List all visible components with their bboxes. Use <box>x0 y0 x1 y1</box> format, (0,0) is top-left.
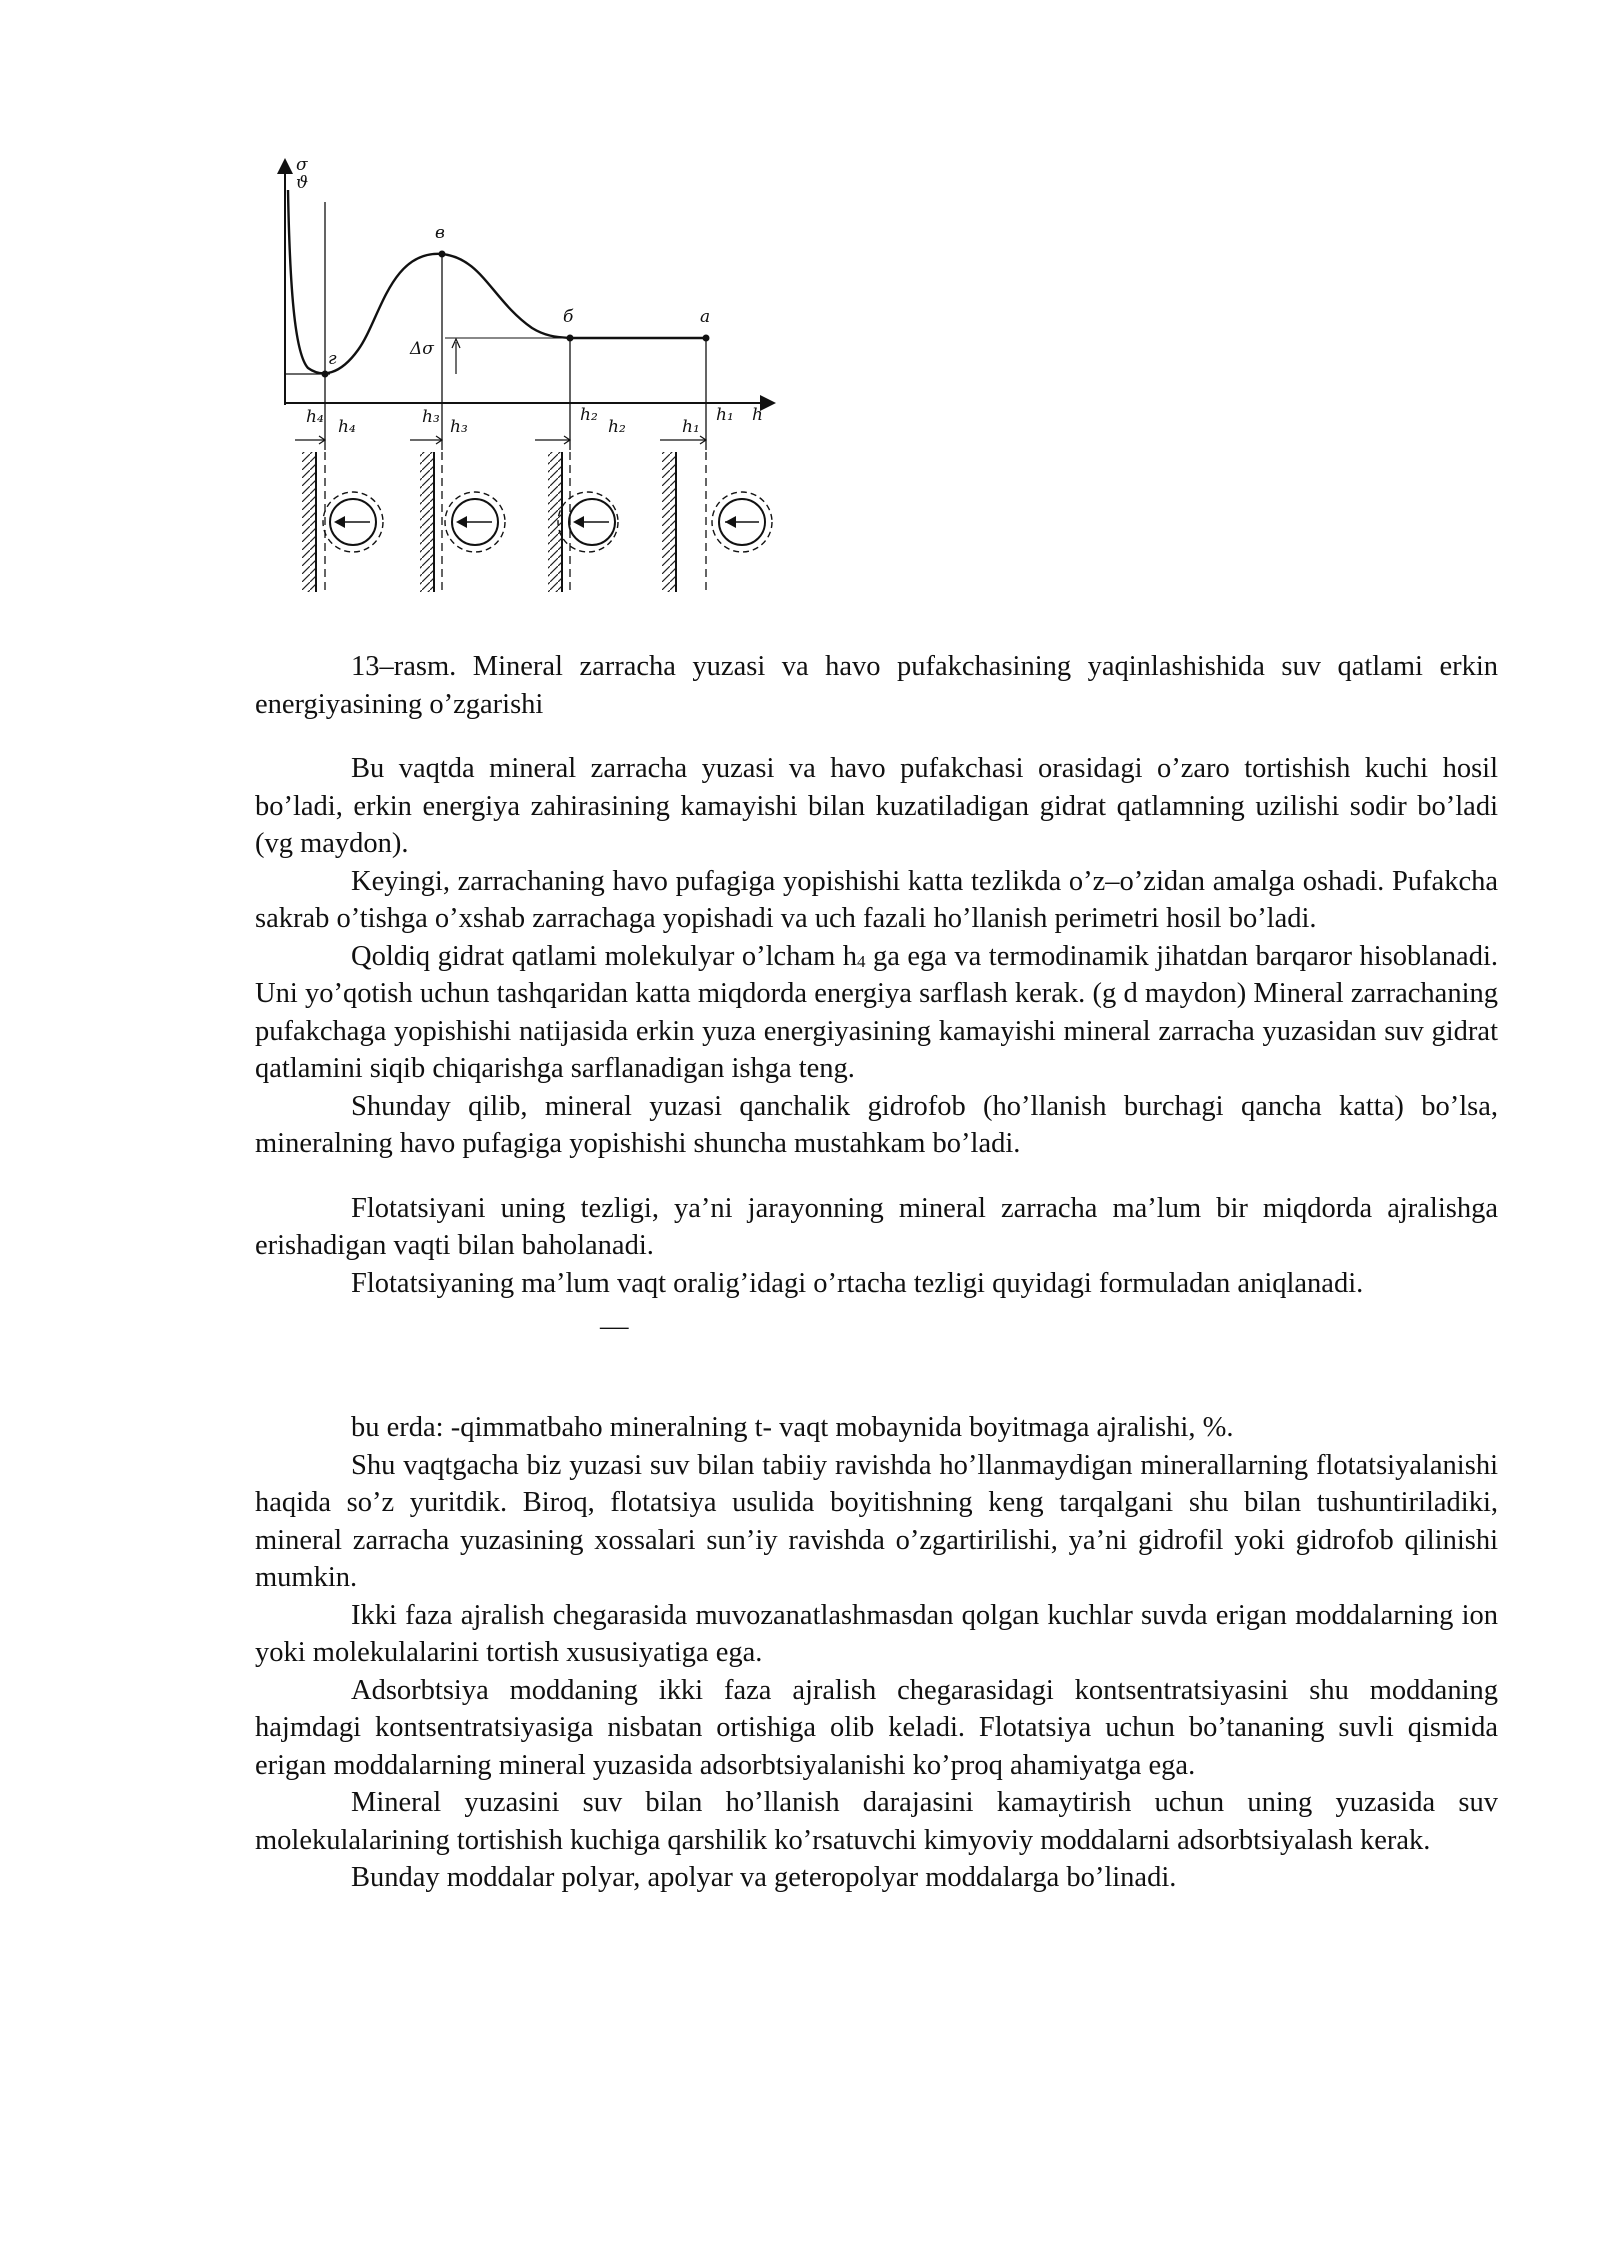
paragraph-12: Bunday moddalar polyar, apolyar va geteropolyar moddalarga bo’linadi. <box>351 1862 1177 1893</box>
wall-1 <box>302 452 325 592</box>
label-v: в <box>435 223 445 243</box>
label-h1-bottom: h₁ <box>682 417 700 437</box>
energy-diagram-figure <box>270 150 790 600</box>
label-a: а <box>700 307 711 327</box>
paragraph-11: Mineral yuzasini suv bilan ho’llanish darajasini kamaytirish uchun uning yuzasida suv molekulalarining tortishish kuchiga qarshilik ko’rsatuvchi kimyoviy moddalarni adsorbtsiyalash kerak. <box>255 1787 1498 1856</box>
wall-3 <box>548 452 570 592</box>
paragraph-10: Adsorbtsiya moddaning ikki faza ajralish chegarasidagi kontsentratsiyasini shu moddaning hajmdagi kontsentratsiyasiga nisbatan ortishiga olib keladi. Flotatsiya uchun bo’tananing suvli qismida erigan moddalarning mineral yuzasida adsorbtsiyalanishi ko’proq ahamiyatga ega. <box>255 1674 1498 1781</box>
label-h2-bottom: h₂ <box>608 417 626 437</box>
document-body <box>255 648 1498 1897</box>
y-axis-label-theta: ϑ <box>296 173 309 193</box>
energy-curve <box>288 190 706 373</box>
figure-caption: 13–rasm. Mineral zarracha yuzasi va havo pufakchasining yaqinlashishida suv qatlami erkin energiyasining o’zgarishi <box>255 651 1498 720</box>
paragraph-6: Flotatsiyaning ma’lum vaqt oralig’idagi o’rtacha tezligi quyidagi formuladan aniqlanadi. <box>351 1267 1364 1299</box>
paragraph-2: Keyingi, zarrachaning havo pufagiga yopishishi katta tezlikda o’z–o’zidan amalga oshadi. Pufakcha sakrab o’tishga o’xshab zarrachaga yopishadi va uch fazali ho’llanish perimetri hosil bo’ladi. <box>255 865 1498 934</box>
paragraph-3: Qoldiq gidrat qatlami molekulyar o’lcham $h_4$ ga ega va termodinamik jihatdan barqaror hisoblanadi. Uni yo’qotish uchun tashqaridan katta miqdorda energiya sarflash kerak. (g d maydon) Mineral zarrachaning pufakchaga yopishishi natijasida erkin yuza energiyasining kamayishi mineral zarracha yuzasidan suv gidrat qatlamini siqib chiqarishga sarflanadigan ishga teng. <box>255 940 1499 1084</box>
wall-4 <box>662 452 706 592</box>
x-axis-label: h <box>752 405 763 425</box>
energy-diagram <box>270 150 790 600</box>
y-axis-label-sigma: σ <box>296 155 308 175</box>
formula-placeholder <box>255 1302 1498 1409</box>
bubble-3 <box>558 492 618 552</box>
paragraph-5: Flotatsiyani uning tezligi, ya’ni jarayonning mineral zarracha ma’lum bir miqdorda ajralishga erishadigan vaqti bilan baholanadi. <box>255 1192 1498 1261</box>
label-h1-top: h₁ <box>716 405 734 425</box>
label-g: г <box>328 349 337 369</box>
label-h4-top: h₄ <box>306 407 324 427</box>
paragraph-8: Shu vaqtgacha biz yuzasi suv bilan tabiiy ravishda ho’llanmaydigan minerallarning flotatsiyalanishi haqida so’z yuritdik. Biroq, flotatsiya usulida boyitishning keng tarqalgani shu bilan tushuntiriladiki, mineral zarracha yuzasining xossalari sun’iy ravishda o’zgartirilishi, ya’ni gidrofil yoki gidrofob qilinishi mumkin. <box>255 1449 1498 1593</box>
label-h3-top: h₃ <box>422 407 440 427</box>
label-b: б <box>563 307 574 327</box>
label-delta-sigma: Δσ <box>410 339 434 359</box>
bubble-2 <box>445 492 505 552</box>
bubble-4 <box>712 492 772 552</box>
label-h2-top: h₂ <box>580 405 598 425</box>
bubble-1 <box>323 492 383 552</box>
formula-dash: — <box>600 1311 629 1342</box>
wall-2 <box>420 452 442 592</box>
paragraph-4: Shunday qilib, mineral yuzasi qanchalik gidrofob (ho’llanish burchagi qancha katta) bo’lsa, mineralning havo pufagiga yopishishi shuncha mustahkam bo’ladi. <box>255 1090 1498 1159</box>
label-h4-bottom: h₄ <box>338 417 356 437</box>
paragraph-9: Ikki faza ajralish chegarasida muvozanatlashmasdan qolgan kuchlar suvda erigan moddalarning ion yoki molekulalarini tortish xususiyatiga ega. <box>255 1599 1498 1668</box>
paragraph-1: Bu vaqtda mineral zarracha yuzasi va havo pufakchasi orasidagi o’zaro tortishish kuchi hosil bo’ladi, erkin energiya zahirasining kamayishi bilan kuzatiladigan gidrat qatlamning uzilishi sodir bo’ladi (vg maydon). <box>255 753 1498 859</box>
label-h3-bottom: h₃ <box>450 417 468 437</box>
paragraph-7: bu erda: -qimmatbaho mineralning t- vaqt mobaynida boyitmaga ajralishi, %. <box>351 1412 1234 1443</box>
